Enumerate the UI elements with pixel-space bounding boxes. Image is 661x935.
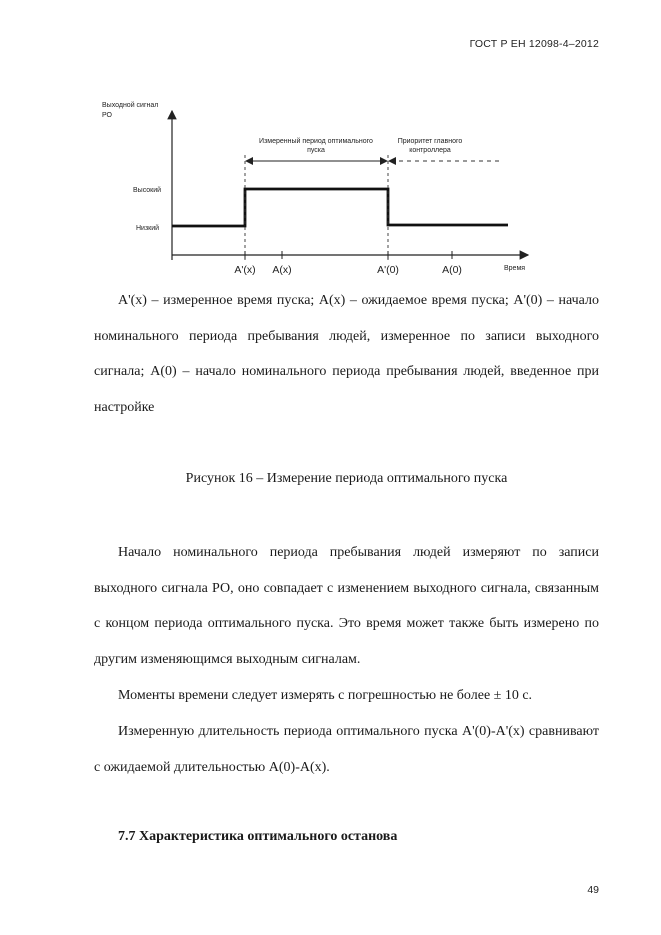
tick-label-a-0: A(0) [442, 264, 462, 276]
tick-label-a-prime-0: A'(0) [377, 264, 399, 276]
measured-period-label: Измеренный период оптимального [259, 138, 373, 145]
level-low-label: Низкий [136, 225, 160, 232]
tick-label-a-x: A(x) [272, 264, 292, 276]
output-signal-trace [172, 189, 508, 226]
figure-caption: Рисунок 16 – Измерение периода оптимального пуска [185, 471, 508, 486]
level-high-label: Высокий [133, 187, 162, 194]
tick-label-a-prime-x: A'(x) [234, 264, 256, 276]
page-number: 49 [587, 884, 599, 896]
figure-16-diagram [90, 95, 540, 285]
y-axis-label: Выходной сигнал [102, 102, 159, 109]
priority-label-2: контроллера [409, 147, 451, 154]
body-paragraph-2: Моменты времени следует измерять с погрешностью не более ± 10 с. [118, 688, 533, 703]
section-title: 7.7 Характеристика оптимального останова [118, 829, 398, 844]
measured-period-label-2: пуска [307, 147, 325, 154]
y-axis-label-unit: РО [102, 112, 112, 119]
body-paragraph-3: Измеренную длительность периода оптимального пуска A'(0)-A'(x) сравнивают с ожидаемой длительностью A(0)-A(x). [94, 724, 599, 775]
figure-legend-text: A'(x) – измеренное время пуска; A(x) – ожидаемое время пуска; A'(0) – начало номинального периода пребывания людей, измеренное по записи выходного сигнала; A(0) – начало номинального периода пребывания людей, введенное при настройке [94, 293, 599, 415]
priority-label: Приоритет главного [397, 138, 463, 145]
signal-diagram [90, 95, 540, 285]
body-paragraph-1: Начало номинального периода пребывания людей измеряют по записи выходного сигнала РО, оно совпадает с изменением выходного сигнала, связанным с концом периода оптимального пуска. Это время может также быть измерено по другим изменяющимся выходным сигналам. [94, 545, 599, 667]
document-header: ГОСТ Р ЕН 12098-4–2012 [469, 38, 599, 50]
x-axis-label: Время [504, 265, 526, 272]
